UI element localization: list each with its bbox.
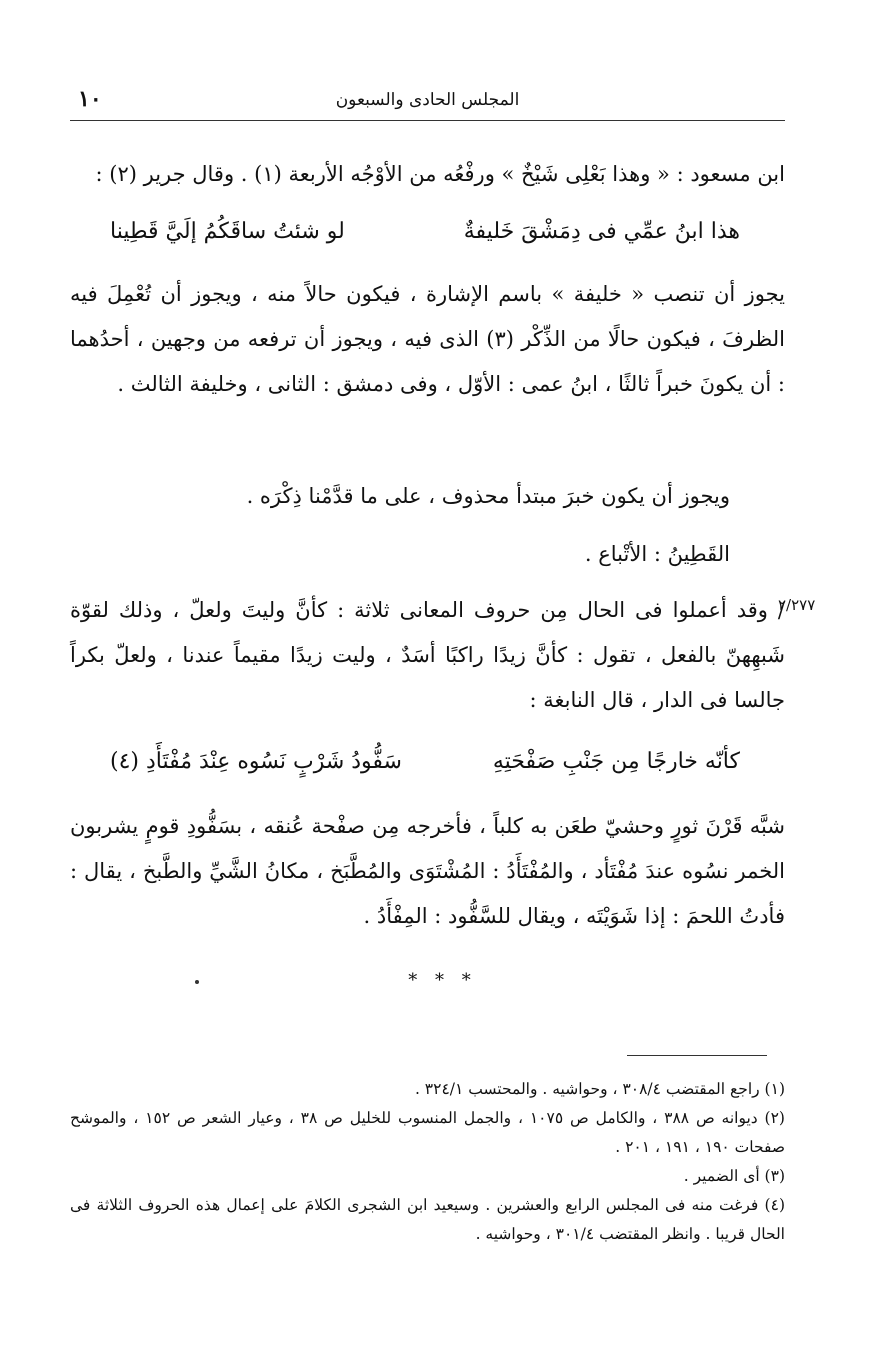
section-separator: * * * [408, 970, 477, 991]
footnotes [70, 1075, 785, 1249]
page-number: ١٠ [78, 86, 102, 112]
paragraph-particles: / وقد أعملوا فى الحال مِن حروف المعانى ثلاثة : كأنَّ وليتَ ولعلّ ، وذلك لقوّة شَبهِهنّ بالفعل ، تقول : كأنَّ زيدًا راكبًا أسَدٌ ، وليت زيدًا مقيماً عندنا ، ولعلّ بكراً جالسا فى الدار ، قال النابغة : [70, 598, 785, 712]
margin-reference: ٢/٢٧٧ [778, 596, 816, 614]
page-header [70, 86, 785, 121]
running-title: المجلس الحادى والسبعون [335, 90, 520, 110]
paragraph-verse-explanation: شبَّه قَرْنَ ثورٍ وحشيّ طعَن به كلباً ، فأخرجه مِن صفْحة عُنقه ، بسَفُّودِ قومٍ يشربون الخمر نسُوه عندَ مُفْتَأد ، والمُفْتَأَدُ : المُشْتَوَى والمُطَّبَخ ، مكانُ الشَّيِّ والطَّبخ ، يقال : فأدتُ اللحمَ : إذا شَوَيْتَه ، ويقال للسَّفُّود : المِفْأَدُ . [70, 814, 785, 928]
verse-hemistich-first: هذا ابنُ عمِّي فى دِمَشْقَ خَليفةٌ [463, 219, 740, 244]
footnote-rule [627, 1055, 767, 1056]
stray-dot [195, 980, 199, 984]
paragraph-alternative: ويجوز أن يكون خبرَ مبتدأ محذوف ، على ما قدَّمْنا ذِكْرَه . [246, 484, 730, 508]
footnote-4: (٤) فرغت منه فى المجلس الرابع والعشرين . وسيعيد ابن الشجرى الكلامَ على إعمال هذه الحروف الثلاثة فى الحال قريبا . وانظر المقتضب ٣٠١/٤ ، وحواشيه . [70, 1196, 785, 1243]
verse-hemistich-first: كأنّه خارجًا مِن جَنْبِ صَفْحَتِهِ [492, 749, 740, 774]
footnote-3: (٣) أى الضمير . [683, 1167, 785, 1185]
verse-hemistich-second: سَفُّودُ شَرْبٍ نَسُوه عِنْدَ مُفْتَأَدِ (٤) [110, 749, 402, 774]
paragraph-grammar-analysis: يجوز أن تنصب « خليفة » باسم الإشارة ، فيكون حالاً منه ، ويجوز أن تُعْمِلَ فيه الظرفَ ، فيكون حالًا من الذِّكْر (٣) الذى فيه ، ويجوز أن ترفعه من وجهين ، أحدُهما : أن يكونَ خبراً ثالثًا ، ابنُ عمى : الأوّل ، وفى دمشق : الثانى ، وخليفة الثالث . [70, 282, 785, 396]
verse-hemistich-second: لو شئتُ ساقَكُمُ إلَيَّ قَطِينا [110, 219, 345, 244]
verse-nabigha [110, 738, 740, 786]
paragraph-intro: ابن مسعود : « وهذا بَعْلِى شَيْخٌ » ورفْعُه من الأوْجُه الأربعة (١) . وقال جرير (٢) : [95, 162, 785, 186]
paragraph-definition: القَطِينُ : الأتْباع . [584, 542, 730, 566]
verse-jarir [110, 208, 740, 256]
footnote-2: (٢) ديوانه ص ٣٨٨ ، والكامل ص ١٠٧٥ ، والجمل المنسوب للخليل ص ٣٨ ، وعيار الشعر ص ١٥٢ ، والموشح صفحات ١٩٠ ، ١٩١ ، ٢٠١ . [70, 1109, 785, 1156]
footnote-1: (١) راجع المقتضب ٣٠٨/٤ ، وحواشيه . والمحتسب ٣٢٤/١ . [414, 1080, 785, 1098]
